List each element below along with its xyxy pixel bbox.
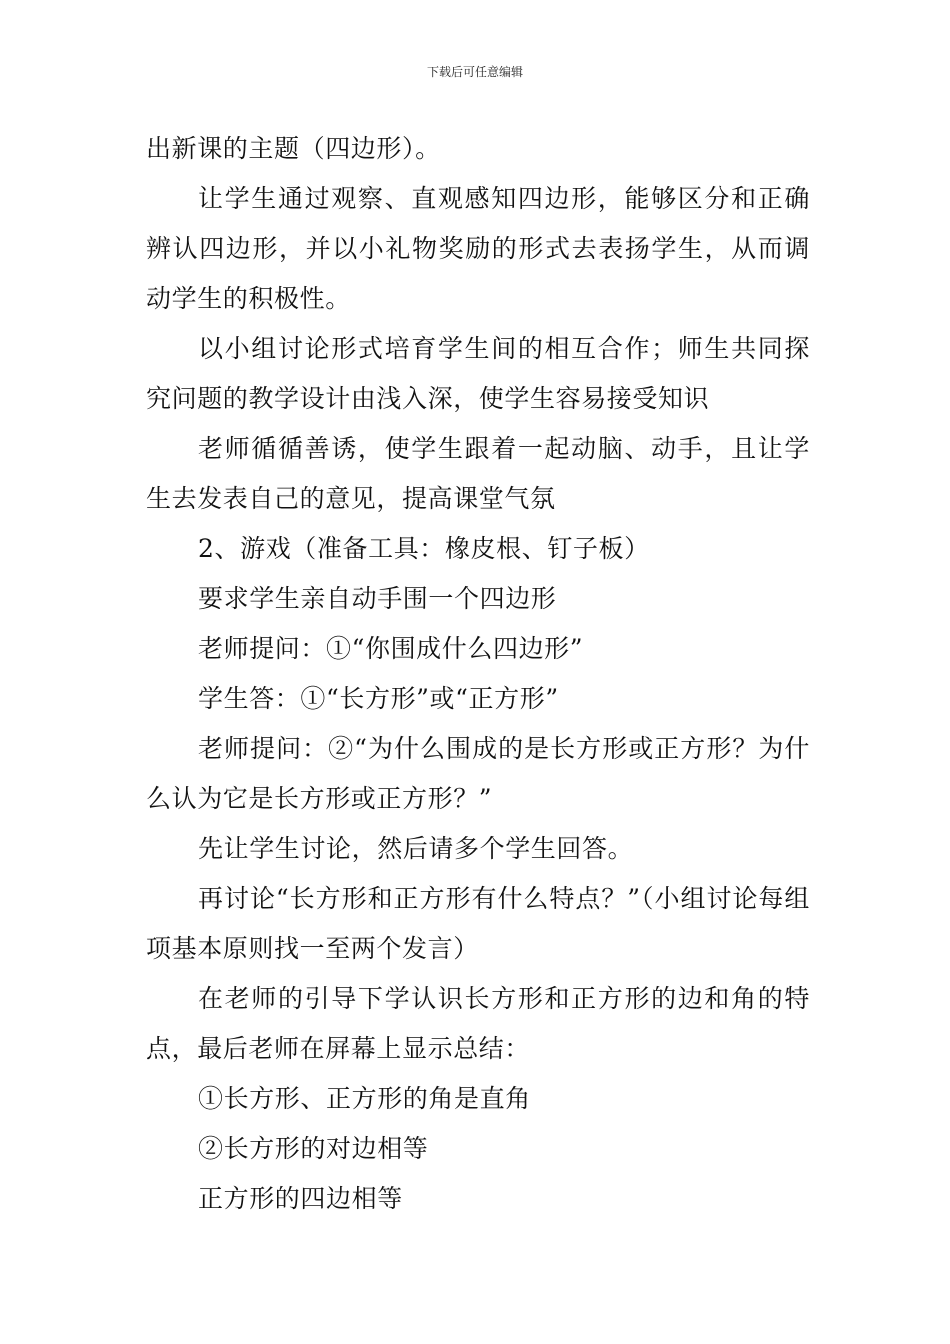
paragraph: 2、游戏（准备工具：橡皮根、钉子板） <box>198 534 650 563</box>
paragraph: 要求学生亲自动手围一个四边形 <box>198 584 557 613</box>
paragraph: 先让学生讨论，然后请多个学生回答。 <box>198 834 634 863</box>
paragraph: 让学生通过观察、直观感知四边形，能够区分和正确辨认四边形，并以小礼物奖励的形式去表扬学生，从而调动学生的积极性。 <box>146 184 810 313</box>
paragraph: 老师提问：②“为什么围成的是长方形或正方形？为什么认为它是长方形或正方形？” <box>146 734 810 813</box>
paragraph: 在老师的引导下学认识长方形和正方形的边和角的特点，最后老师在屏幕上显示总结： <box>146 984 810 1063</box>
paragraph: 学生答：①“长方形”或“正方形” <box>198 684 559 713</box>
paragraph: 老师提问：①“你围成什么四边形” <box>198 634 584 663</box>
paragraph: 以小组讨论形式培育学生间的相互合作；师生共同探究问题的教学设计由浅入深，使学生容易接受知识 <box>146 334 810 413</box>
document-body <box>146 124 810 1224</box>
page-header: 下载后可任意编辑 <box>426 65 523 79</box>
paragraph: 再讨论“长方形和正方形有什么特点？”（小组讨论每组项基本原则找一至两个发言） <box>146 884 810 963</box>
paragraph: ②长方形的对边相等 <box>198 1134 429 1163</box>
paragraph: 出新课的主题（四边形）。 <box>146 134 441 163</box>
paragraph: ①长方形、正方形的角是直角 <box>198 1084 531 1113</box>
paragraph: 老师循循善诱，使学生跟着一起动脑、动手，且让学生去发表自己的意见，提高课堂气氛 <box>146 434 810 513</box>
paragraph: 正方形的四边相等 <box>198 1184 403 1213</box>
